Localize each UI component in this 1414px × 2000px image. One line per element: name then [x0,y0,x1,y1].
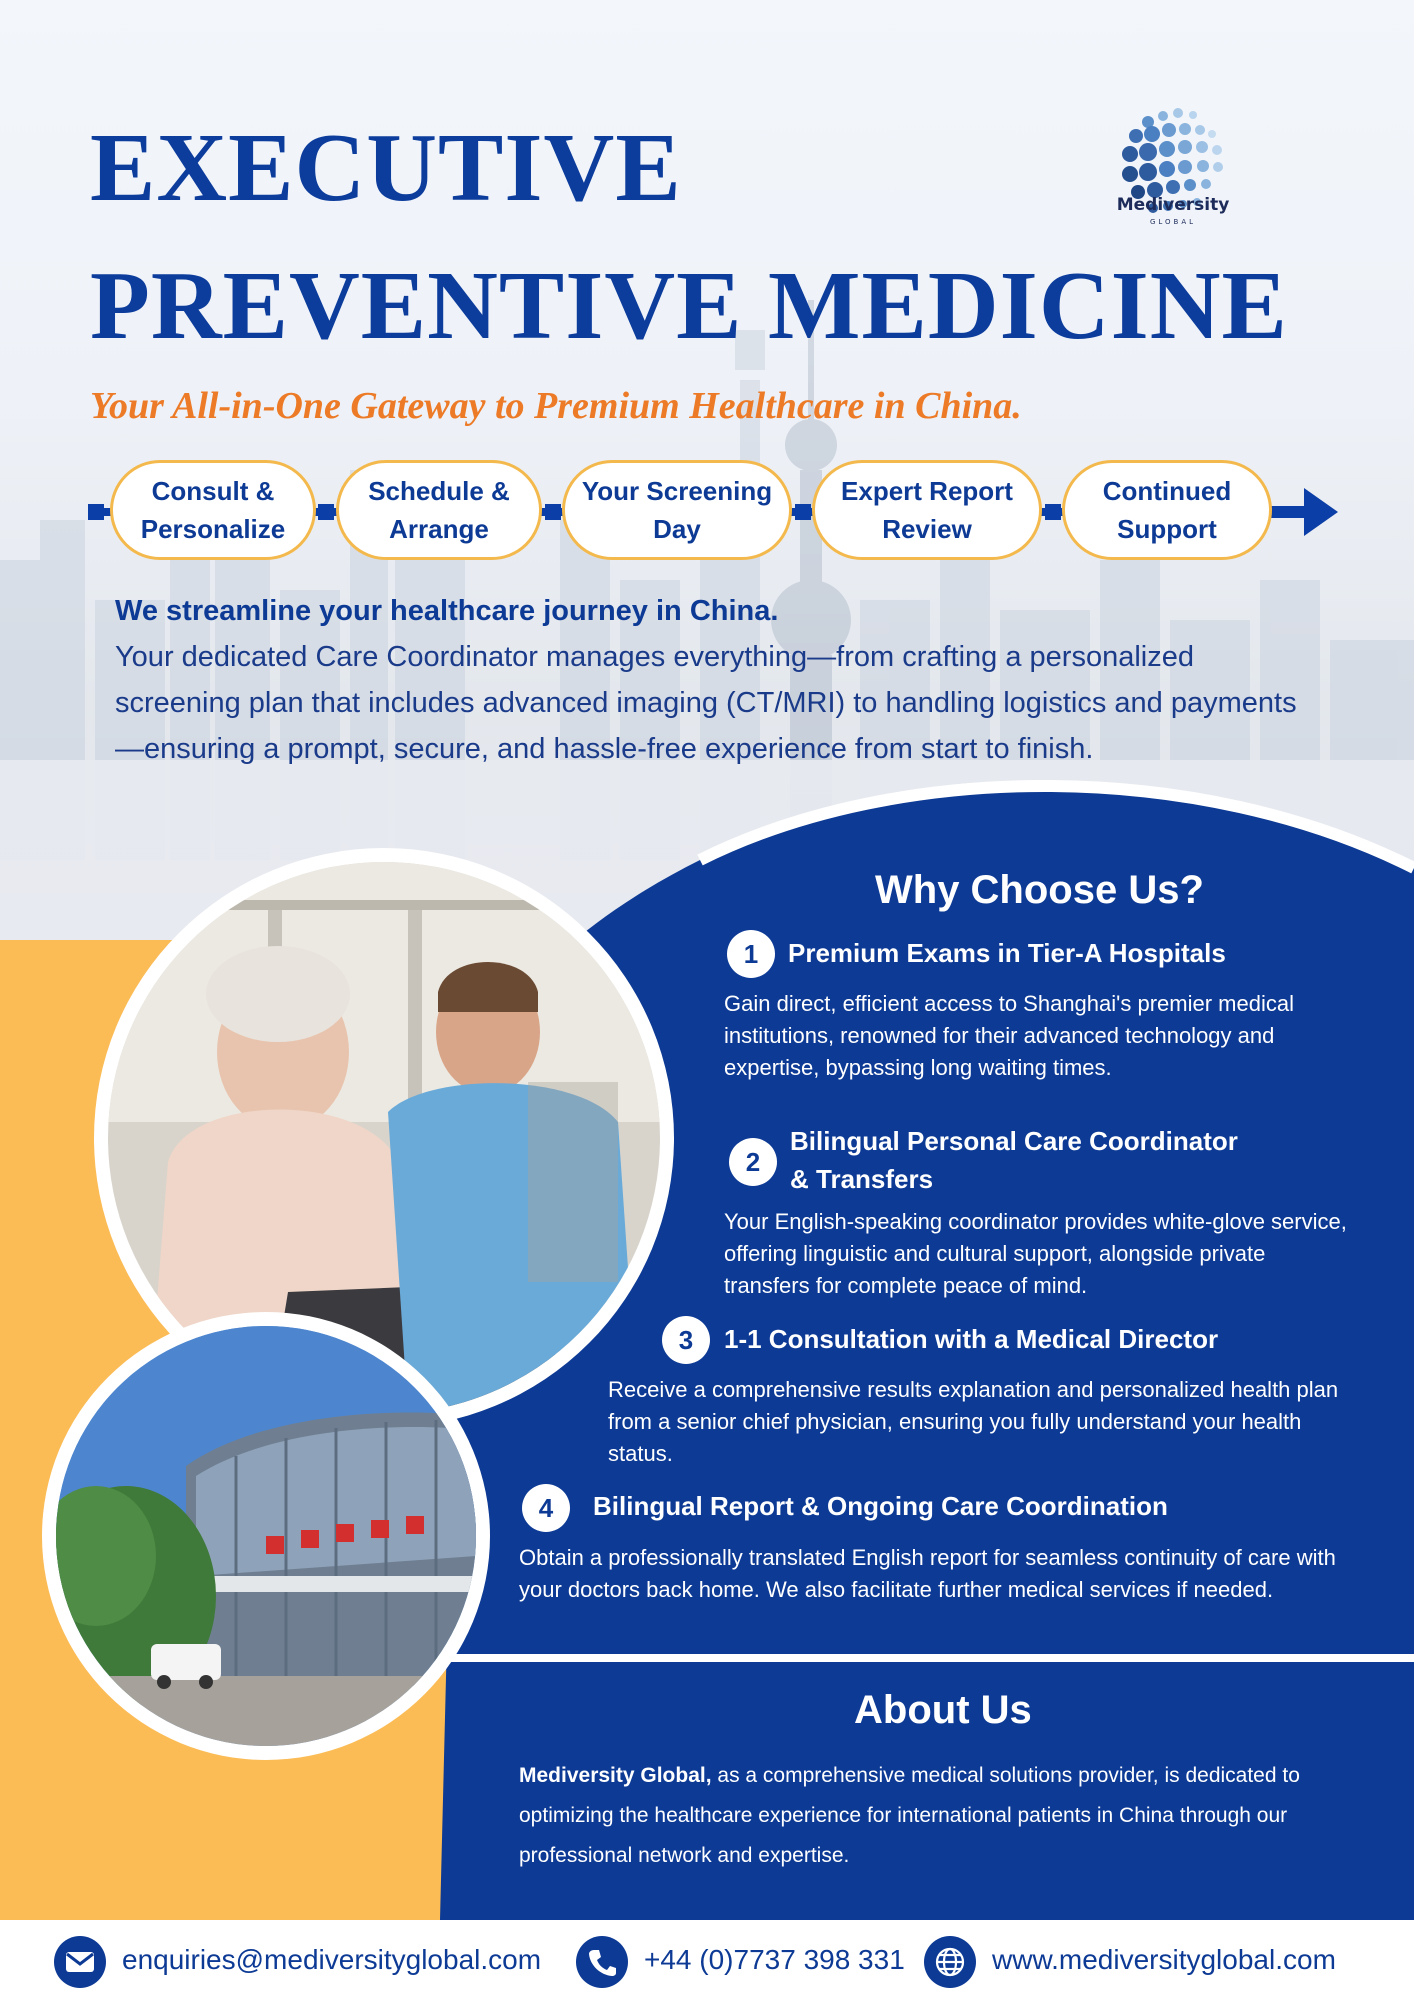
step-label: Consult & [151,476,275,506]
feature-number-4: 4 [522,1484,570,1532]
step-label: Schedule & [368,476,510,506]
feature-body-2: Your English-speaking coordinator provides white-glove service, offering linguistic and cultural support, alongside private transfers for complete peace of mind. [724,1209,1347,1298]
feature-body-4: Obtain a professionally translated English report for seamless continuity of care with your doctors back home. We also facilitate further medical services if needed. [519,1545,1336,1602]
tagline: Your All-in-One Gateway to Premium Healthcare in China. [90,385,1022,427]
page-title-line2: PREVENTIVE MEDICINE [90,252,1288,360]
intro-body: Your dedicated Care Coordinator manages everything—from crafting a personalized screening plan that includes advanced imaging (CT/MRI) to handling logistics and payments—ensuring a prompt, secure, and hassle-free experience from start to finish. [115,641,1297,765]
step-label: Support [1117,514,1217,544]
about-us-heading: About Us [854,1688,1032,1732]
connector-square [1045,504,1061,520]
step-label: Arrange [389,514,489,544]
step-label: Day [653,514,701,544]
step-label: Continued [1102,476,1232,506]
email-link[interactable]: enquiries@mediversityglobal.com [122,1944,542,1975]
feature-number-3: 3 [662,1316,710,1364]
hospital-building-photo [56,1326,476,1746]
hospital-building-illustration [56,1326,476,1746]
connector-square [88,504,104,520]
arrow-right-icon [1268,486,1340,538]
logo-subtitle: GLOBAL [1149,218,1197,226]
step-screening-day [562,460,792,560]
connector-square [545,504,561,520]
connector-square [318,504,334,520]
step-consult [110,460,316,560]
about-text: as a comprehensive medical solutions provider, is dedicated to optimizing the healthcare experience for international patients in China through our professional network and expertise. [519,1764,1300,1867]
phone-link[interactable]: +44 (0)7737 398 331 [644,1944,905,1975]
website-link[interactable]: www.mediversityglobal.com [992,1944,1336,1975]
connector-square [795,504,811,520]
why-choose-us-heading: Why Choose Us? [875,868,1204,912]
step-label: Expert Report [841,476,1013,506]
intro-lead: We streamline your healthcare journey in China. [115,595,779,627]
about-us-body [519,1756,1349,1876]
section-divider [440,1654,1414,1662]
feature-body-1: Gain direct, efficient access to Shanghai's premier medical institutions, renowned for their advanced technology and expertise, bypassing long waiting times. [724,991,1294,1080]
feature-title-2-line2: & Transfers [790,1164,934,1194]
step-label: Review [882,514,972,544]
feature-title-2 [790,1122,1238,1198]
page-title-line1: EXECUTIVE [90,114,682,222]
envelope-icon [54,1936,106,1988]
step-report-review [812,460,1042,560]
step-support [1062,460,1272,560]
step-label: Your Screening [581,476,773,506]
feature-body-3: Receive a comprehensive results explanation and personalized health plan from a senior chief physician, ensuring you fully understand your health status. [608,1377,1339,1466]
globe-icon [924,1936,976,1988]
feature-title-3: 1-1 Consultation with a Medical Director [724,1324,1219,1354]
feature-title-1: Premium Exams in Tier-A Hospitals [788,938,1226,968]
feature-title-4: Bilingual Report & Ongoing Care Coordination [593,1491,1168,1521]
company-name: Mediversity Global, [519,1764,712,1787]
feature-number-1: 1 [727,930,775,978]
logo-name: Mediversity [1116,195,1230,215]
step-schedule [336,460,542,560]
feature-number-2: 2 [729,1138,777,1186]
intro-section [115,588,1305,772]
step-label: Personalize [140,514,286,544]
phone-icon [576,1936,628,1988]
feature-title-2-line1: Bilingual Personal Care Coordinator [790,1126,1238,1156]
